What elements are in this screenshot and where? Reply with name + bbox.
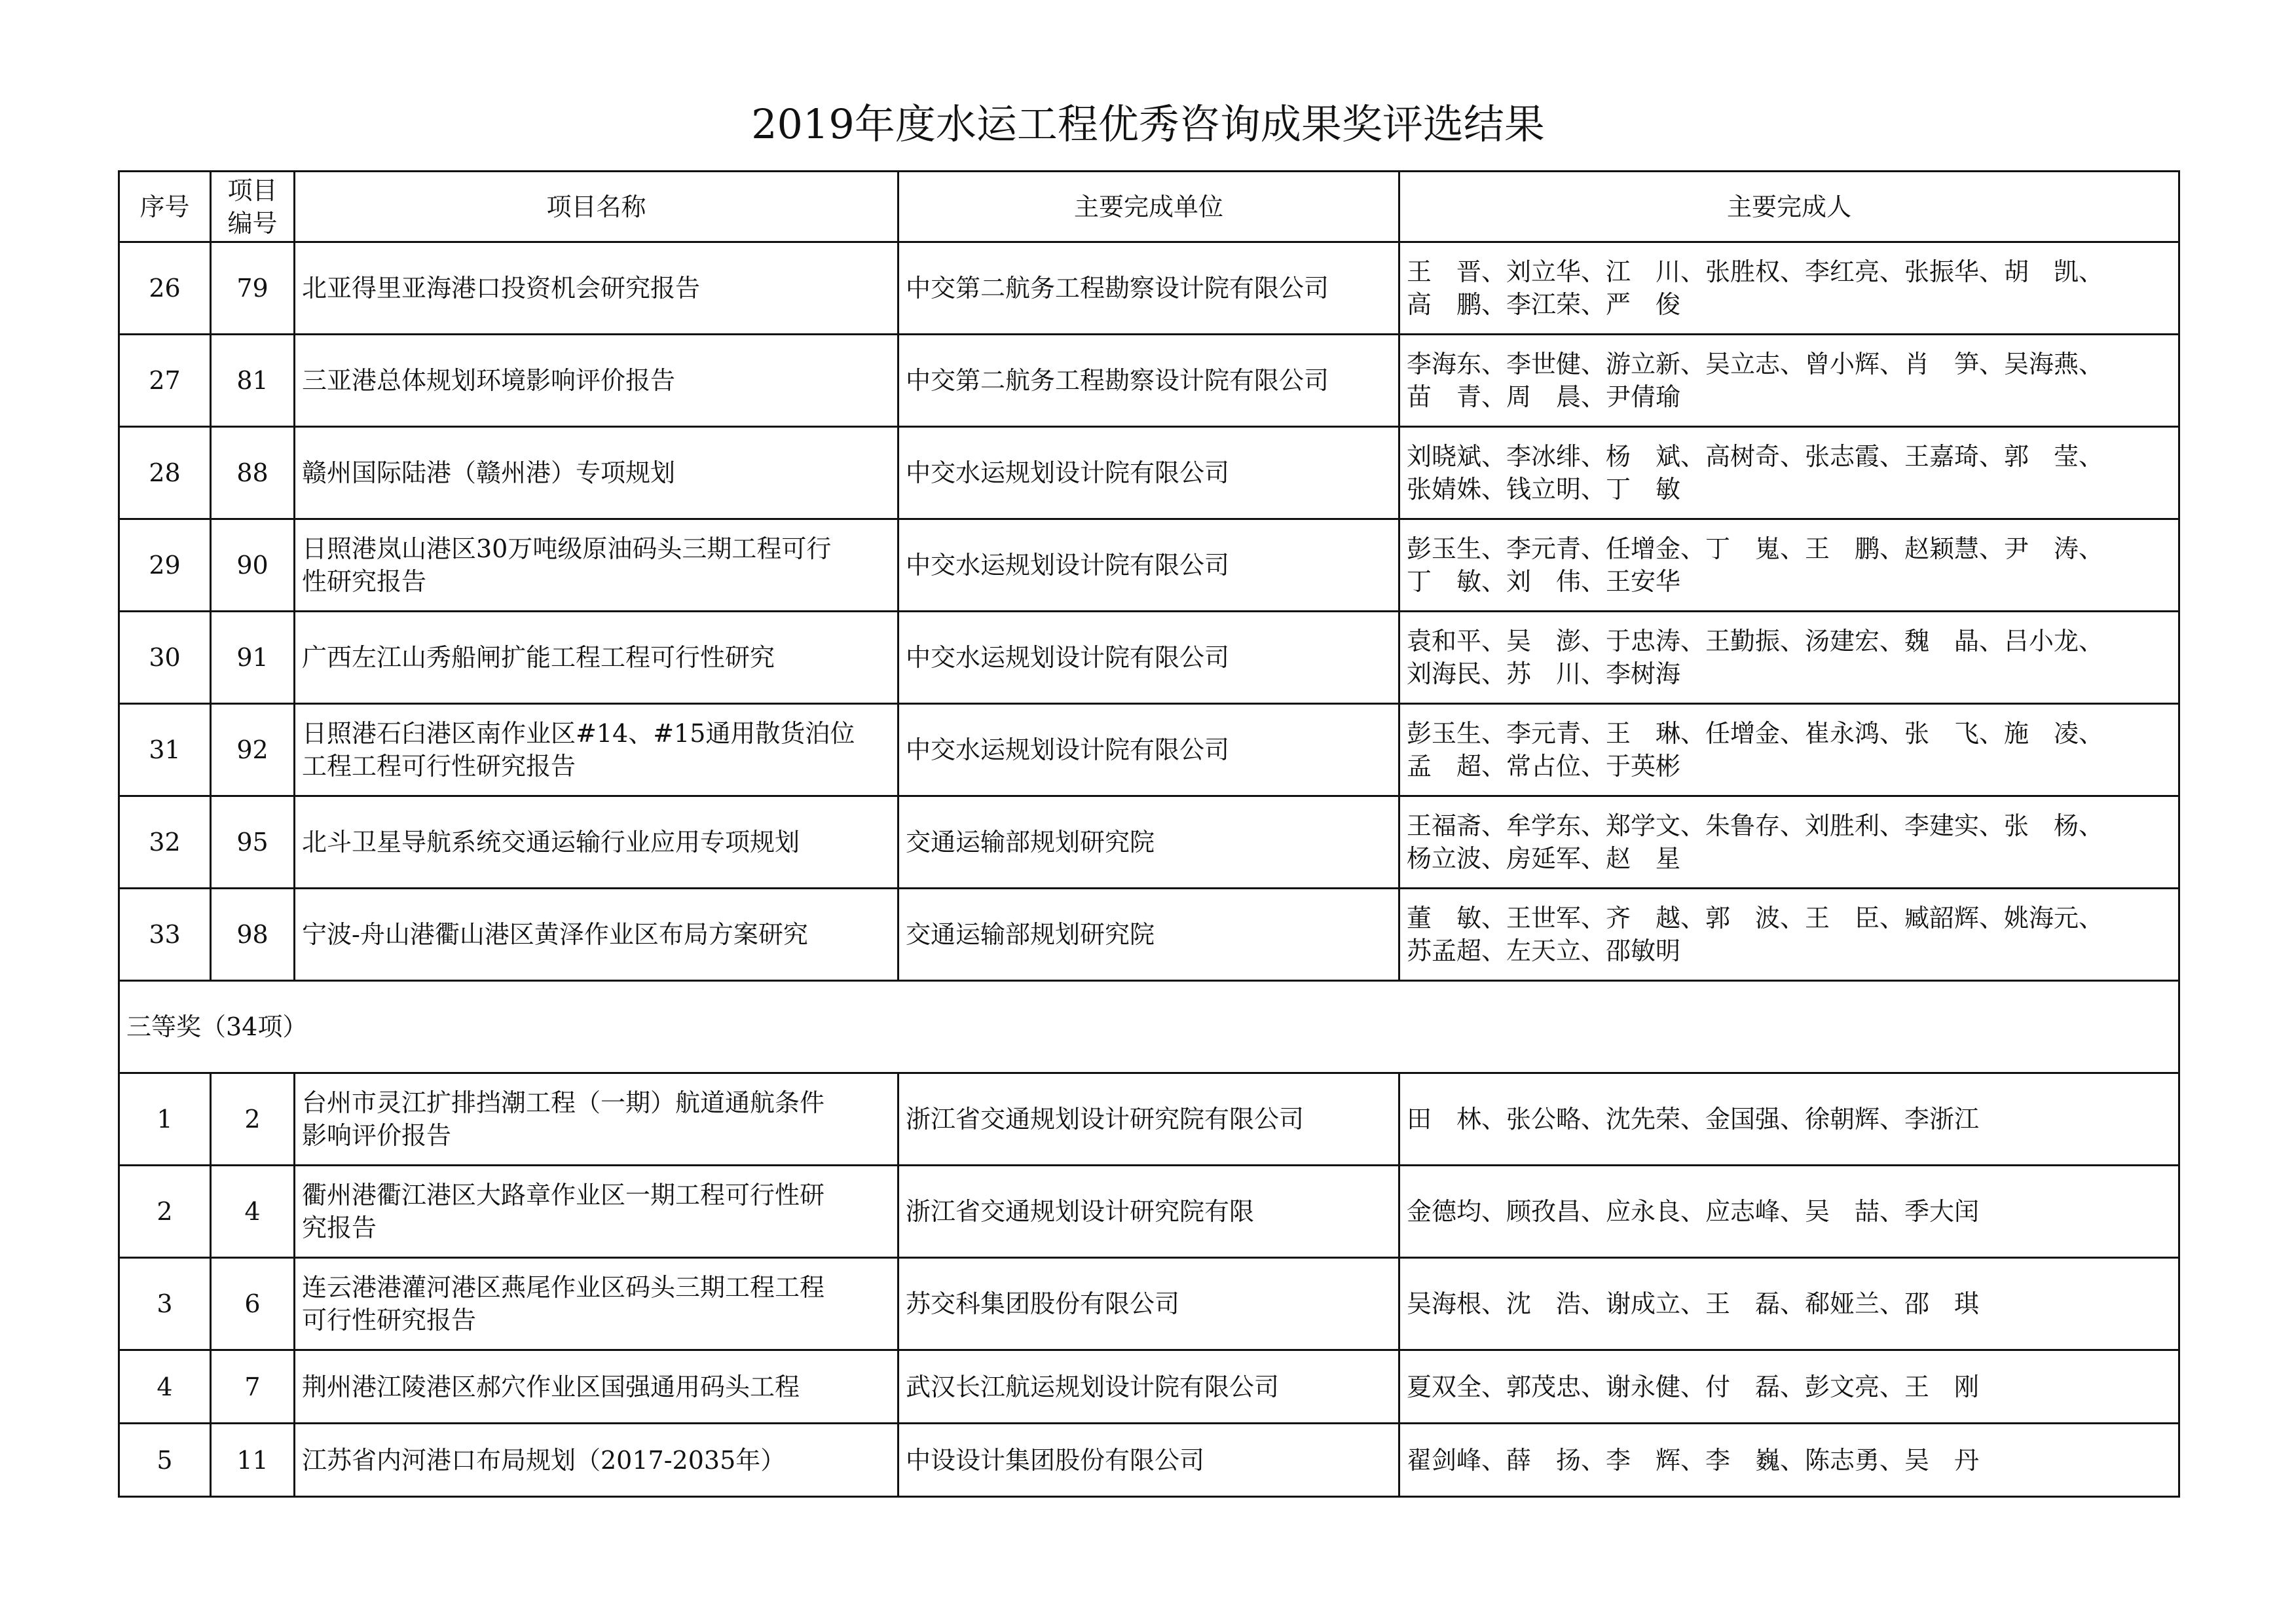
cell-people [1399, 519, 2179, 612]
cell-name: 三亚港总体规划环境影响评价报告 [295, 335, 898, 427]
people-line: 李海东、李世健、游立新、吴立志、曾小辉、肖 笋、吴海燕、 [1407, 350, 2104, 378]
people-line: 张婧姝、钱立明、丁 敏 [1407, 475, 1681, 504]
cell-seq: 32 [119, 796, 211, 889]
cell-unit: 中交水运规划设计院有限公司 [898, 427, 1399, 519]
cell-unit: 交通运输部规划研究院 [898, 889, 1399, 981]
name-line: 日照港岚山港区30万吨级原油码头三期工程可行 [302, 534, 832, 563]
cell-code: 79 [211, 242, 295, 335]
cell-name: 北亚得里亚海港口投资机会研究报告 [295, 242, 898, 335]
people-line: 袁和平、吴 澎、于忠涛、王勤振、汤建宏、魏 晶、吕小龙、 [1407, 627, 2104, 655]
people-line: 杨立波、房延军、赵 星 [1407, 844, 1681, 873]
header-name: 项目名称 [295, 172, 898, 242]
cell-seq: 5 [119, 1424, 211, 1497]
table-row [119, 1424, 2179, 1497]
cell-name: 北斗卫星导航系统交通运输行业应用专项规划 [295, 796, 898, 889]
cell-unit: 苏交科集团股份有限公司 [898, 1258, 1399, 1350]
cell-unit: 中交水运规划设计院有限公司 [898, 519, 1399, 612]
table-row [119, 335, 2179, 427]
name-line: 连云港港灌河港区燕尾作业区码头三期工程工程 [302, 1273, 825, 1302]
cell-people [1399, 612, 2179, 704]
people-line: 王 晋、刘立华、江 川、张胜权、李红亮、张振华、胡 凯、 [1407, 257, 2104, 286]
cell-people [1399, 889, 2179, 981]
cell-code: 88 [211, 427, 295, 519]
people-line: 刘晓斌、李冰绯、杨 斌、高树奇、张志霞、王嘉琦、郭 莹、 [1407, 442, 2104, 471]
cell-code: 7 [211, 1350, 295, 1424]
cell-name: 广西左江山秀船闸扩能工程工程可行性研究 [295, 612, 898, 704]
cell-seq: 2 [119, 1166, 211, 1258]
cell-seq: 1 [119, 1073, 211, 1166]
table-row [119, 1166, 2179, 1258]
cell-seq: 30 [119, 612, 211, 704]
name-line: 影响评价报告 [302, 1121, 452, 1150]
cell-name [295, 1073, 898, 1166]
cell-unit: 交通运输部规划研究院 [898, 796, 1399, 889]
cell-code: 2 [211, 1073, 295, 1166]
header-code-line2: 编号 [227, 208, 278, 238]
people-line: 彭玉生、李元青、王 琳、任增金、崔永鸿、张 飞、施 凌、 [1407, 719, 2104, 748]
cell-name [295, 1166, 898, 1258]
table-row [119, 704, 2179, 796]
cell-unit: 浙江省交通规划设计研究院有限公司 [898, 1073, 1399, 1166]
cell-seq: 3 [119, 1258, 211, 1350]
cell-code: 98 [211, 889, 295, 981]
name-line: 性研究报告 [302, 567, 427, 596]
table-header-row [119, 172, 2179, 242]
table-row [119, 889, 2179, 981]
cell-name [295, 704, 898, 796]
people-line: 丁 敏、刘 伟、王安华 [1407, 567, 1681, 596]
people-line: 孟 超、常占位、于英彬 [1407, 752, 1681, 781]
table-row [119, 1073, 2179, 1166]
cell-code: 92 [211, 704, 295, 796]
table-row [119, 796, 2179, 889]
cell-people: 金德均、顾孜昌、应永良、应志峰、吴 喆、季大闰 [1399, 1166, 2179, 1258]
cell-code: 95 [211, 796, 295, 889]
table-row [119, 519, 2179, 612]
table-row [119, 242, 2179, 335]
cell-people: 翟剑峰、薛 扬、李 辉、李 巍、陈志勇、吴 丹 [1399, 1424, 2179, 1497]
people-line: 董 敏、王世军、齐 越、郭 波、王 臣、臧韶辉、姚海元、 [1407, 904, 2104, 932]
header-unit: 主要完成单位 [898, 172, 1399, 242]
table-row [119, 612, 2179, 704]
table-row [119, 1350, 2179, 1424]
header-people: 主要完成人 [1399, 172, 2179, 242]
cell-code: 4 [211, 1166, 295, 1258]
cell-unit: 中交第二航务工程勘察设计院有限公司 [898, 242, 1399, 335]
cell-unit: 中交水运规划设计院有限公司 [898, 704, 1399, 796]
cell-people: 夏双全、郭茂忠、谢永健、付 磊、彭文亮、王 刚 [1399, 1350, 2179, 1424]
cell-seq: 26 [119, 242, 211, 335]
cell-seq: 27 [119, 335, 211, 427]
table-row [119, 427, 2179, 519]
name-line: 工程工程可行性研究报告 [302, 752, 576, 781]
awards-table [118, 170, 2180, 1498]
cell-seq: 28 [119, 427, 211, 519]
cell-seq: 33 [119, 889, 211, 981]
cell-unit: 浙江省交通规划设计研究院有限 [898, 1166, 1399, 1258]
cell-people [1399, 335, 2179, 427]
cell-code: 90 [211, 519, 295, 612]
cell-seq: 31 [119, 704, 211, 796]
name-line: 可行性研究报告 [302, 1306, 477, 1335]
cell-name: 宁波-舟山港衢山港区黄泽作业区布局方案研究 [295, 889, 898, 981]
cell-people: 田 林、张公略、沈先荣、金国强、徐朝辉、李浙江 [1399, 1073, 2179, 1166]
people-line: 彭玉生、李元青、任增金、丁 嵬、王 鹏、赵颖慧、尹 涛、 [1407, 534, 2104, 563]
cell-unit: 中交水运规划设计院有限公司 [898, 612, 1399, 704]
cell-people [1399, 704, 2179, 796]
cell-people: 吴海根、沈 浩、谢成立、王 磊、郗娅兰、邵 琪 [1399, 1258, 2179, 1350]
table-row [119, 1258, 2179, 1350]
cell-unit: 武汉长江航运规划设计院有限公司 [898, 1350, 1399, 1424]
cell-name: 赣州国际陆港（赣州港）专项规划 [295, 427, 898, 519]
cell-people [1399, 427, 2179, 519]
name-line: 台州市灵江扩排挡潮工程（一期）航道通航条件 [302, 1088, 825, 1117]
people-line: 高 鹏、李江荣、严 俊 [1407, 290, 1681, 319]
cell-code: 6 [211, 1258, 295, 1350]
people-line: 刘海民、苏 川、李树海 [1407, 659, 1681, 688]
cell-code: 11 [211, 1424, 295, 1497]
header-seq: 序号 [119, 172, 211, 242]
header-code [211, 172, 295, 242]
cell-unit: 中设设计集团股份有限公司 [898, 1424, 1399, 1497]
cell-name: 荆州港江陵港区郝穴作业区国强通用码头工程 [295, 1350, 898, 1424]
cell-name [295, 1258, 898, 1350]
cell-seq: 29 [119, 519, 211, 612]
cell-name [295, 519, 898, 612]
people-line: 王福斋、牟学东、郑学文、朱鲁存、刘胜利、李建实、张 杨、 [1407, 811, 2104, 840]
name-line: 日照港石臼港区南作业区#14、#15通用散货泊位 [302, 719, 855, 748]
cell-people [1399, 796, 2179, 889]
cell-code: 81 [211, 335, 295, 427]
cell-code: 91 [211, 612, 295, 704]
name-line: 衢州港衢江港区大路章作业区一期工程可行性研 [302, 1181, 825, 1209]
cell-name: 江苏省内河港口布局规划（2017-2035年） [295, 1424, 898, 1497]
cell-unit: 中交第二航务工程勘察设计院有限公司 [898, 335, 1399, 427]
page-title: 2019年度水运工程优秀咨询成果奖评选结果 [751, 100, 1545, 148]
cell-people [1399, 242, 2179, 335]
section-title: 三等奖（34项） [119, 981, 2179, 1073]
section-row [119, 981, 2179, 1073]
header-code-line1: 项目 [227, 175, 278, 205]
people-line: 苗 青、周 晨、尹倩瑜 [1407, 382, 1681, 411]
cell-seq: 4 [119, 1350, 211, 1424]
people-line: 苏孟超、左天立、邵敏明 [1407, 936, 1681, 965]
name-line: 究报告 [302, 1213, 377, 1242]
